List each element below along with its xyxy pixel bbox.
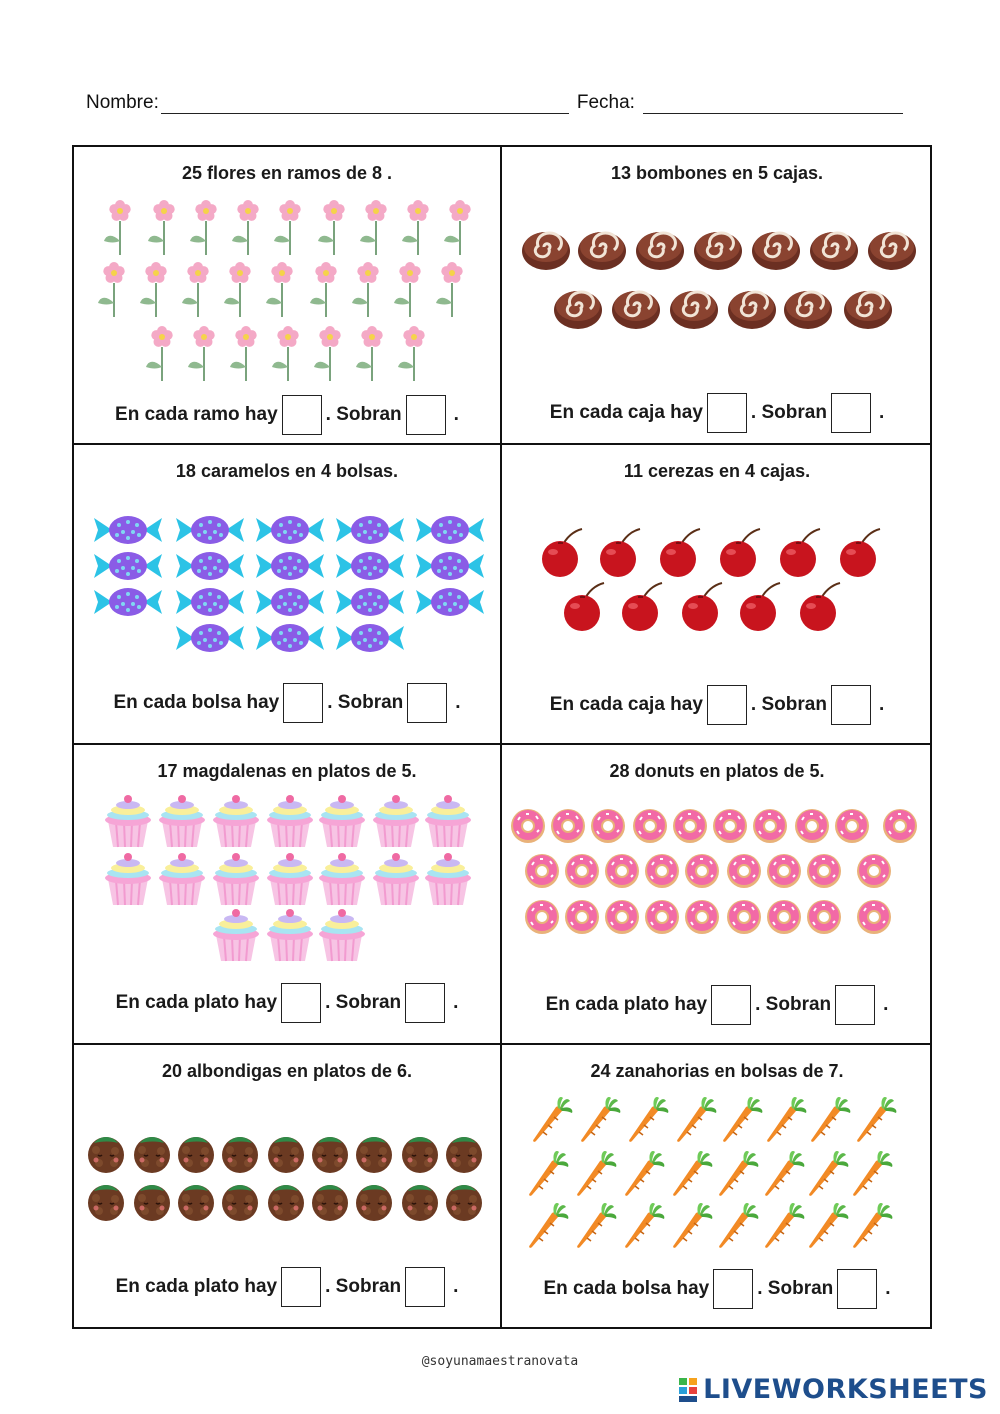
- end-dot: .: [453, 992, 459, 1013]
- liveworksheets-brand[interactable]: [677, 1374, 988, 1405]
- exercise-title: 17 magdalenas en platos de 5.: [157, 761, 417, 781]
- remainder-box[interactable]: [831, 685, 871, 725]
- exercise-meatballs: [74, 1045, 502, 1329]
- remainder-label: . Sobran: [750, 694, 827, 715]
- remainder-box[interactable]: [405, 1267, 445, 1307]
- exercise-grid: [72, 145, 932, 1329]
- answer-row: [502, 393, 932, 433]
- remainder-label: . Sobran: [750, 402, 827, 423]
- exercise-flowers: [74, 147, 502, 445]
- bonbon-icon: [522, 232, 916, 329]
- remainder-box[interactable]: [831, 393, 871, 433]
- answer-prefix: En cada bolsa hay: [113, 692, 280, 713]
- end-dot: .: [878, 694, 885, 715]
- flower-icon: [98, 200, 471, 381]
- exercise-title: 24 zanahorias en bolsas de 7.: [590, 1061, 844, 1081]
- remainder-label: . Sobran: [325, 992, 402, 1013]
- answer-prefix: En cada caja hay: [549, 402, 703, 423]
- exercise-title: 28 donuts en platos de 5.: [609, 761, 825, 781]
- date-label: Fecha:: [576, 92, 635, 113]
- meatball-icon: [88, 1137, 482, 1221]
- name-field[interactable]: [161, 93, 569, 114]
- carrot-icon: [529, 1097, 896, 1248]
- answer-row: [74, 1267, 500, 1307]
- remainder-box[interactable]: [835, 985, 875, 1025]
- answer-prefix: En cada bolsa hay: [543, 1278, 710, 1299]
- answer-prefix: En cada caja hay: [549, 694, 703, 715]
- name-label: Nombre:: [86, 92, 159, 113]
- answer-row: [502, 1269, 932, 1309]
- answer-row: [502, 685, 932, 725]
- remainder-box[interactable]: [406, 395, 446, 435]
- answer-prefix: En cada plato hay: [115, 992, 278, 1013]
- end-dot: .: [453, 404, 459, 425]
- donut-icon: [511, 809, 917, 934]
- cherry-icon: [542, 529, 880, 631]
- exercise-carrots: [502, 1045, 932, 1329]
- end-dot: .: [455, 692, 461, 713]
- remainder-label: . Sobran: [327, 692, 404, 713]
- exercise-title: 20 albondigas en platos de 6.: [161, 1061, 413, 1081]
- answer-row: [74, 983, 500, 1023]
- end-dot: .: [878, 402, 885, 423]
- header: [86, 84, 926, 114]
- exercise-title: 25 flores en ramos de 8 .: [181, 163, 393, 183]
- exercise-cupcakes: [74, 745, 502, 1045]
- answer-box[interactable]: [283, 683, 323, 723]
- remainder-box[interactable]: [407, 683, 447, 723]
- exercise-title: 18 caramelos en 4 bolsas.: [175, 461, 399, 481]
- answer-box[interactable]: [281, 983, 321, 1023]
- answer-box[interactable]: [707, 685, 747, 725]
- answer-box[interactable]: [282, 395, 322, 435]
- end-dot: .: [885, 1278, 891, 1299]
- exercise-title: 13 bombones en 5 cajas.: [610, 163, 824, 183]
- answer-box[interactable]: [707, 393, 747, 433]
- exercise-donuts: [502, 745, 932, 1045]
- exercise-bonbons: [502, 147, 932, 445]
- answer-box[interactable]: [713, 1269, 753, 1309]
- answer-row: [502, 985, 932, 1025]
- end-dot: .: [453, 1276, 459, 1297]
- liveworksheets-wordmark: LIVEWORKSHEETS: [703, 1374, 988, 1405]
- answer-prefix: En cada ramo hay: [115, 404, 278, 425]
- answer-box[interactable]: [711, 985, 751, 1025]
- exercise-cherries: [502, 445, 932, 745]
- exercise-candies: [74, 445, 502, 745]
- remainder-box[interactable]: [405, 983, 445, 1023]
- remainder-label: . Sobran: [755, 994, 832, 1015]
- remainder-label: . Sobran: [757, 1278, 834, 1299]
- answer-prefix: En cada plato hay: [115, 1276, 278, 1297]
- remainder-label: . Sobran: [325, 404, 402, 425]
- answer-row: [74, 395, 500, 435]
- remainder-box[interactable]: [837, 1269, 877, 1309]
- end-dot: .: [883, 994, 889, 1015]
- answer-row: [74, 683, 500, 723]
- answer-prefix: En cada plato hay: [545, 994, 708, 1015]
- liveworksheets-logo-icon: [677, 1377, 699, 1403]
- credit-text: @soyunamaestranovata: [421, 1354, 579, 1369]
- exercise-title: 11 cerezas en 4 cajas.: [623, 461, 811, 481]
- date-field[interactable]: [643, 93, 903, 114]
- answer-box[interactable]: [281, 1267, 321, 1307]
- cupcake-icon: [105, 795, 471, 961]
- candy-icon: [94, 516, 484, 652]
- remainder-label: . Sobran: [325, 1276, 402, 1297]
